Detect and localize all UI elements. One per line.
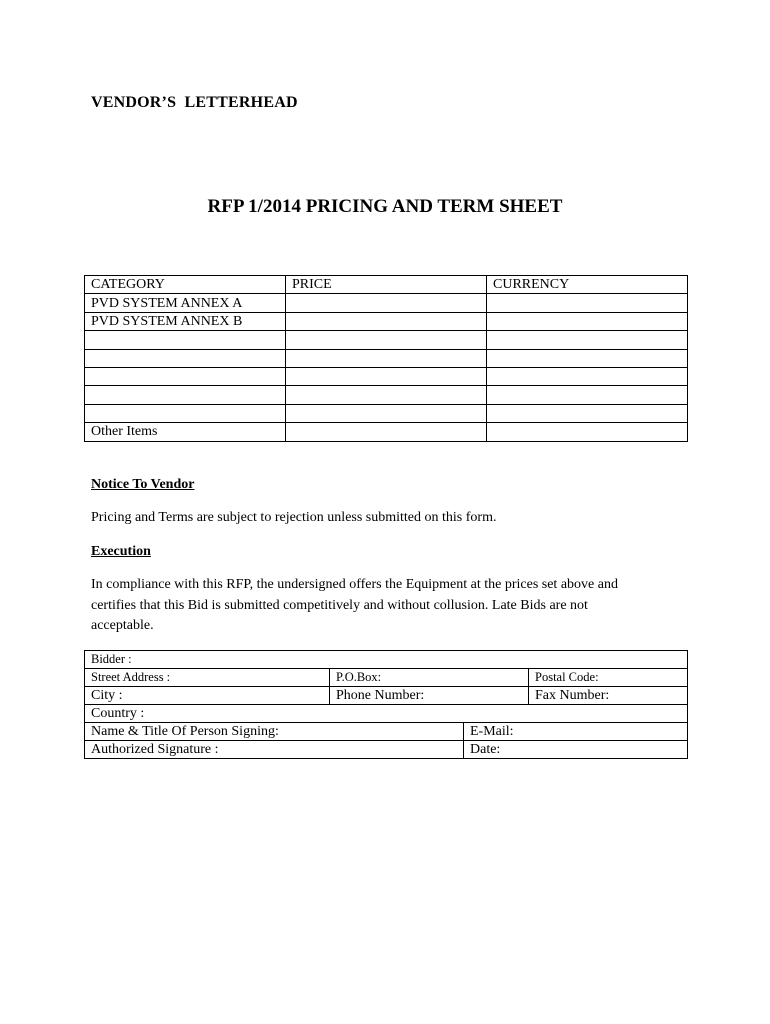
currency-cell[interactable] <box>487 294 688 312</box>
date-field[interactable]: Date: <box>464 741 688 759</box>
phone-number-field[interactable]: Phone Number: <box>330 687 529 705</box>
name-title-field[interactable]: Name & Title Of Person Signing: <box>85 723 464 741</box>
table-row <box>85 651 688 669</box>
price-cell[interactable] <box>286 312 487 330</box>
city-field[interactable]: City : <box>85 687 330 705</box>
table-row <box>85 312 688 330</box>
currency-cell[interactable] <box>487 349 688 367</box>
notice-heading: Notice To Vendor <box>91 477 195 492</box>
category-cell[interactable] <box>85 349 286 367</box>
column-header-currency: CURRENCY <box>487 276 688 294</box>
execution-heading: Execution <box>91 544 151 559</box>
category-cell: PVD SYSTEM ANNEX A <box>85 294 286 312</box>
pricing-table <box>84 275 688 442</box>
category-cell[interactable] <box>85 331 286 349</box>
pricing-header-row <box>85 276 688 294</box>
document-title: RFP 1/2014 PRICING AND TERM SHEET <box>207 196 563 217</box>
table-row <box>85 705 688 723</box>
table-row <box>85 331 688 349</box>
currency-cell[interactable] <box>487 386 688 404</box>
table-row <box>85 669 688 687</box>
price-cell[interactable] <box>286 294 487 312</box>
table-row <box>85 294 688 312</box>
price-cell[interactable] <box>286 386 487 404</box>
fax-number-field[interactable]: Fax Number: <box>529 687 688 705</box>
execution-line: certifies that this Bid is submitted competitively and without collusion. Late Bids are not <box>91 597 588 613</box>
table-row <box>85 349 688 367</box>
column-header-price: PRICE <box>286 276 487 294</box>
po-box-field[interactable]: P.O.Box: <box>330 669 529 687</box>
bidder-info-table <box>84 650 688 759</box>
currency-cell[interactable] <box>487 331 688 349</box>
table-row <box>85 404 688 422</box>
price-cell[interactable] <box>286 423 487 441</box>
price-cell[interactable] <box>286 367 487 385</box>
bidder-field[interactable]: Bidder : <box>85 651 688 669</box>
column-header-category: CATEGORY <box>85 276 286 294</box>
price-cell[interactable] <box>286 349 487 367</box>
authorized-signature-field[interactable]: Authorized Signature : <box>85 741 464 759</box>
category-cell[interactable] <box>85 386 286 404</box>
table-row <box>85 723 688 741</box>
currency-cell[interactable] <box>487 367 688 385</box>
currency-cell[interactable] <box>487 423 688 441</box>
currency-cell[interactable] <box>487 404 688 422</box>
execution-text <box>91 575 618 637</box>
notice-text: Pricing and Terms are subject to rejection unless submitted on this form. <box>91 510 497 525</box>
postal-code-field[interactable]: Postal Code: <box>529 669 688 687</box>
vendor-letterhead: VENDOR’S LETTERHEAD <box>91 94 298 111</box>
table-row <box>85 423 688 441</box>
price-cell[interactable] <box>286 404 487 422</box>
table-row <box>85 386 688 404</box>
currency-cell[interactable] <box>487 312 688 330</box>
category-cell: Other Items <box>85 423 286 441</box>
category-cell: PVD SYSTEM ANNEX B <box>85 312 286 330</box>
execution-line: In compliance with this RFP, the undersigned offers the Equipment at the prices set above and <box>91 577 618 592</box>
table-row <box>85 741 688 759</box>
price-cell[interactable] <box>286 331 487 349</box>
table-row <box>85 687 688 705</box>
category-cell[interactable] <box>85 367 286 385</box>
street-address-field[interactable]: Street Address : <box>85 669 330 687</box>
email-field[interactable]: E-Mail: <box>464 723 688 741</box>
category-cell[interactable] <box>85 404 286 422</box>
table-row <box>85 367 688 385</box>
country-field[interactable]: Country : <box>85 705 688 723</box>
execution-line: acceptable. <box>91 618 154 633</box>
